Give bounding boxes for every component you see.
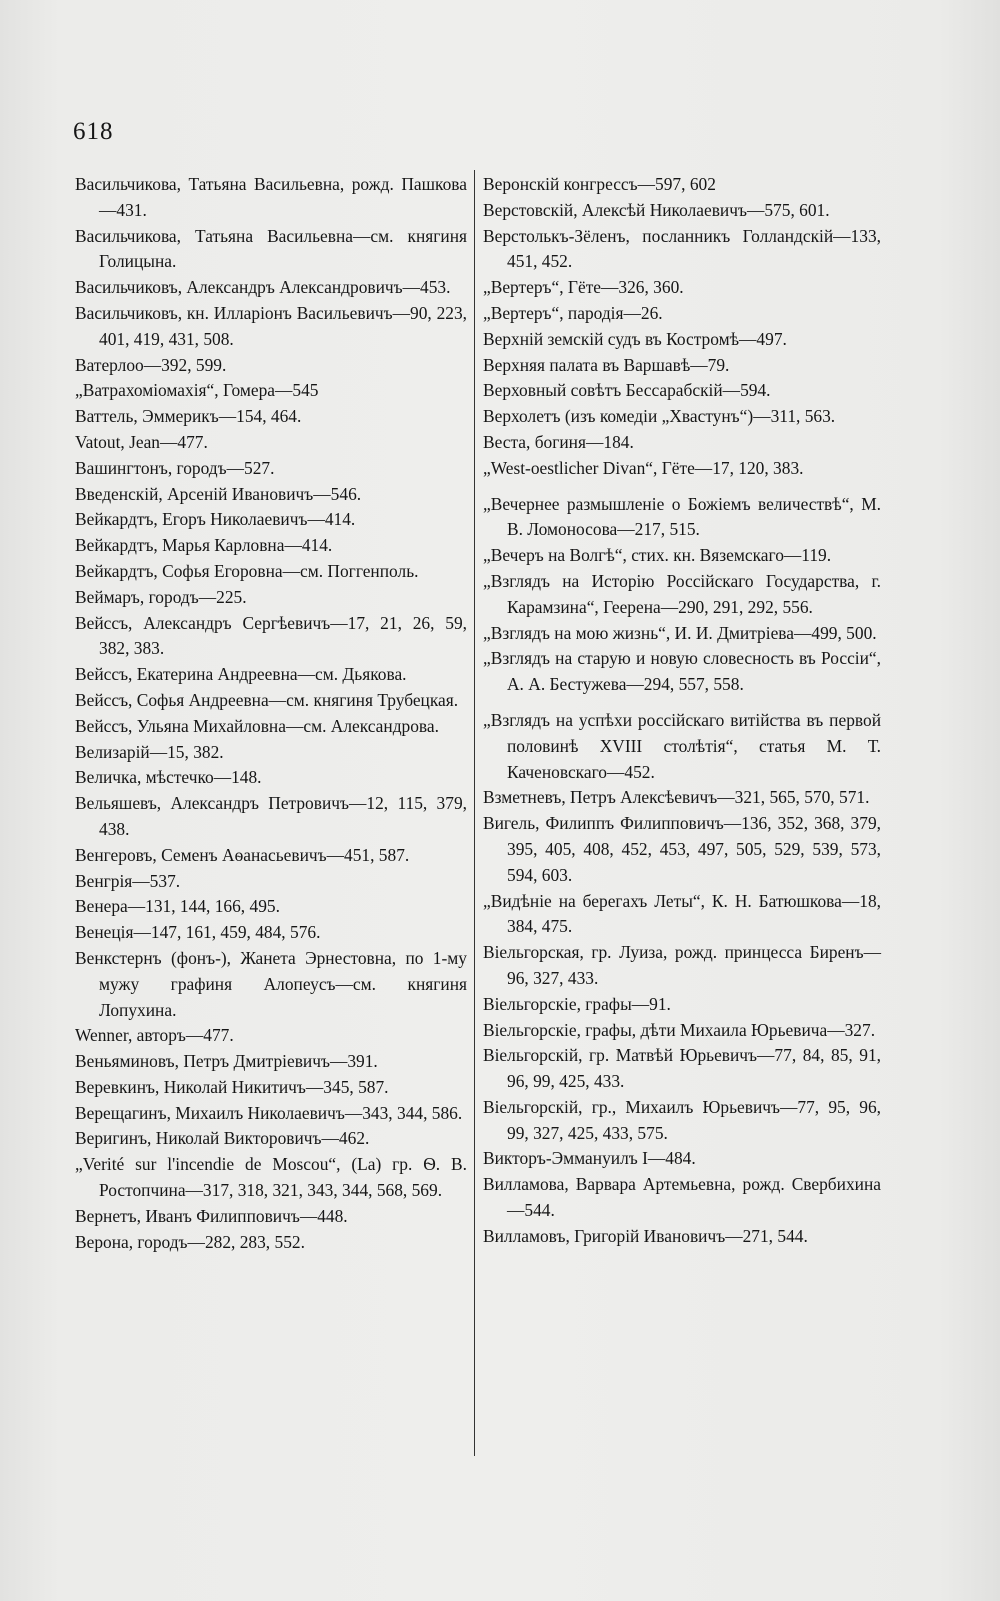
index-entry: „Видѣніе на берегахъ Леты“, К. Н. Батюшкова—18, 384, 475. [483,890,881,937]
index-entry: Венгрія—537. [75,870,181,891]
index-entry: Велизарій—15, 382. [75,741,224,762]
index-entry: „Вечернее размышленіе о Божіемъ величествѣ“, М. В. Ломоносова—217, 515. [483,493,881,540]
index-entry: Венгеровъ, Семенъ Аѳанасьевичъ—451, 587. [75,844,410,865]
index-entry: Венеція—147, 161, 459, 484, 576. [75,922,321,943]
index-entry: „Взглядъ на мою жизнь“, И. И. Дмитріева—499, 500. [483,622,877,643]
index-entry: Вашингтонъ, городъ—527. [75,457,275,478]
index-entry: Ватерлоо—392, 599. [75,354,227,375]
index-entry: Васильчикова, Татьяна Васильевна, рожд. Пашкова—431. [75,174,467,220]
index-entry: Веста, богиня—184. [483,431,634,452]
index-entry: Вельяшевъ, Александръ Петровичъ—12, 115, 379, 438. [75,793,467,839]
index-entry: Віельгорскій, гр., Михаилъ Юрьевичъ—77, 95, 96, 99, 327, 425, 433, 575. [483,1096,881,1143]
column-divider [474,170,475,1456]
index-entry: Вернетъ, Иванъ Филипповичъ—448. [75,1205,348,1226]
index-entry: Віельгорскіе, графы, дѣти Михаила Юрьевича—327. [483,1019,876,1040]
index-entry: „Verité sur l'incendie de Moscou“, (La) гр. Ѳ. В. Ростопчина—317, 318, 321, 343, 344, 568, 569. [75,1154,467,1201]
index-entry: „Взглядъ на старую и новую словесность въ Россіи“, А. А. Бестужева—294, 557, 558. [483,648,881,695]
index-entry: Верона, городъ—282, 283, 552. [75,1231,305,1252]
index-entry: Вейкардтъ, Софья Егоровна—см. Поггенполь. [75,560,419,581]
index-entry: Верстолькъ-Зёленъ, посланникъ Голландскій—133, 451, 452. [483,225,881,272]
index-entry: „Взглядъ на успѣхи россійскаго витійства въ первой половинѣ XVIII столѣтія“, статья М. Т. Каченовскаго—452. [483,709,881,782]
index-entry: Wenner, авторъ—477. [75,1025,234,1046]
index-entry: Васильчиковъ, Александръ Александровичъ—453. [75,277,451,298]
index-entry: Вейссъ, Екатерина Андреевна—см. Дьякова. [75,664,407,685]
index-entry: Вейссъ, Ульяна Михайловна—см. Александрова. [75,715,439,736]
index-entry: Васильчиковъ, кн. Илларіонъ Васильевичъ—90, 223, 401, 419, 431, 508. [75,302,467,349]
index-entry: Верещагинъ, Михаилъ Николаевичъ—343, 344, 586. [75,1102,463,1123]
index-entry: Вилламовъ, Григорій Ивановичъ—271, 544. [483,1225,808,1246]
index-entry: Верстовскій, Алексѣй Николаевичъ—575, 601. [483,199,830,220]
index-entry: „Взглядъ на Исторію Россійскаго Государства, г. Карамзина“, Геерена—290, 291, 292, 556. [483,570,881,617]
index-entry: Вейссъ, Александръ Сергѣевичъ—17, 21, 26, 59, 382, 383. [75,612,467,659]
index-entry: „Вечеръ на Волгѣ“, стих. кн. Вяземскаго—119. [483,545,832,566]
index-entry: Віельгорская, гр. Луиза, рожд. принцесса Биренъ—96, 327, 433. [483,942,881,988]
page-number: 618 [73,118,114,145]
index-entry: Вигель, Филиппъ Филипповичъ—136, 352, 368, 379, 395, 405, 408, 452, 453, 497, 505, 529, 539, 573, 594, 603. [483,813,881,885]
index-entry: Віельгорскіе, графы—91. [483,993,671,1014]
index-entry: Веймаръ, городъ—225. [75,586,247,607]
index-entry: Веронскій конгрессъ—597, 602 [483,174,716,194]
index-entry: Введенскій, Арсеній Ивановичъ—546. [75,483,362,504]
index-entry: Вейкардтъ, Егоръ Николаевичъ—414. [75,509,356,530]
index-entry: Веньяминовъ, Петръ Дмитріевичъ—391. [75,1051,378,1072]
index-entry: „West-oestlicher Divan“, Гёте—17, 120, 383. [483,457,804,478]
index-entry: Венкстернъ (фонъ-), Жанета Эрнестовна, по 1-му мужу графиня Алопеусъ—см. княгиня Лопухина. [75,947,467,1020]
index-entry: Викторъ-Эммануилъ I—484. [483,1148,696,1169]
index-entry: Верховный совѣтъ Бессарабскій—594. [483,380,771,401]
index-column-right [483,172,881,1250]
index-entry: Верхній земскій судъ въ Костромѣ—497. [483,328,787,349]
index-entry: Венера—131, 144, 166, 495. [75,896,280,917]
index-entry: Взметневъ, Петръ Алексѣевичъ—321, 565, 570, 571. [483,787,870,808]
index-entry: „Вертеръ“, Гёте—326, 360. [483,277,684,298]
index-entry: Віельгорскій, гр. Матвѣй Юрьевичъ—77, 84, 85, 91, 96, 99, 425, 433. [483,1045,881,1092]
index-entry: Васильчикова, Татьяна Васильевна—см. княгиня Голицына. [75,225,467,272]
index-entry: Вейкардтъ, Марья Карловна—414. [75,535,333,556]
index-entry: Верхолетъ (изъ комедіи „Хвастунъ“)—311, 563. [483,406,836,427]
index-entry: „Ватрахоміомахія“, Гомера—545 [75,380,319,401]
index-entry: Величка, мѣстечко—148. [75,767,262,788]
index-entry: Верхняя палата въ Варшавѣ—79. [483,354,730,375]
index-entry: Вилламова, Варвара Артемьевна, рожд. Свербихина—544. [483,1174,881,1221]
index-column-left [75,172,467,1255]
index-entry: Веригинъ, Николай Викторовичъ—462. [75,1128,370,1149]
index-entry: Vatout, Jean—477. [75,431,208,452]
index-entry: „Вертеръ“, пародія—26. [483,302,663,323]
index-entry: Вейссъ, Софья Андреевна—см. княгиня Трубецкая. [75,689,459,710]
index-entry: Ваттель, Эммерикъ—154, 464. [75,406,302,427]
index-entry: Веревкинъ, Николай Никитичъ—345, 587. [75,1076,389,1097]
